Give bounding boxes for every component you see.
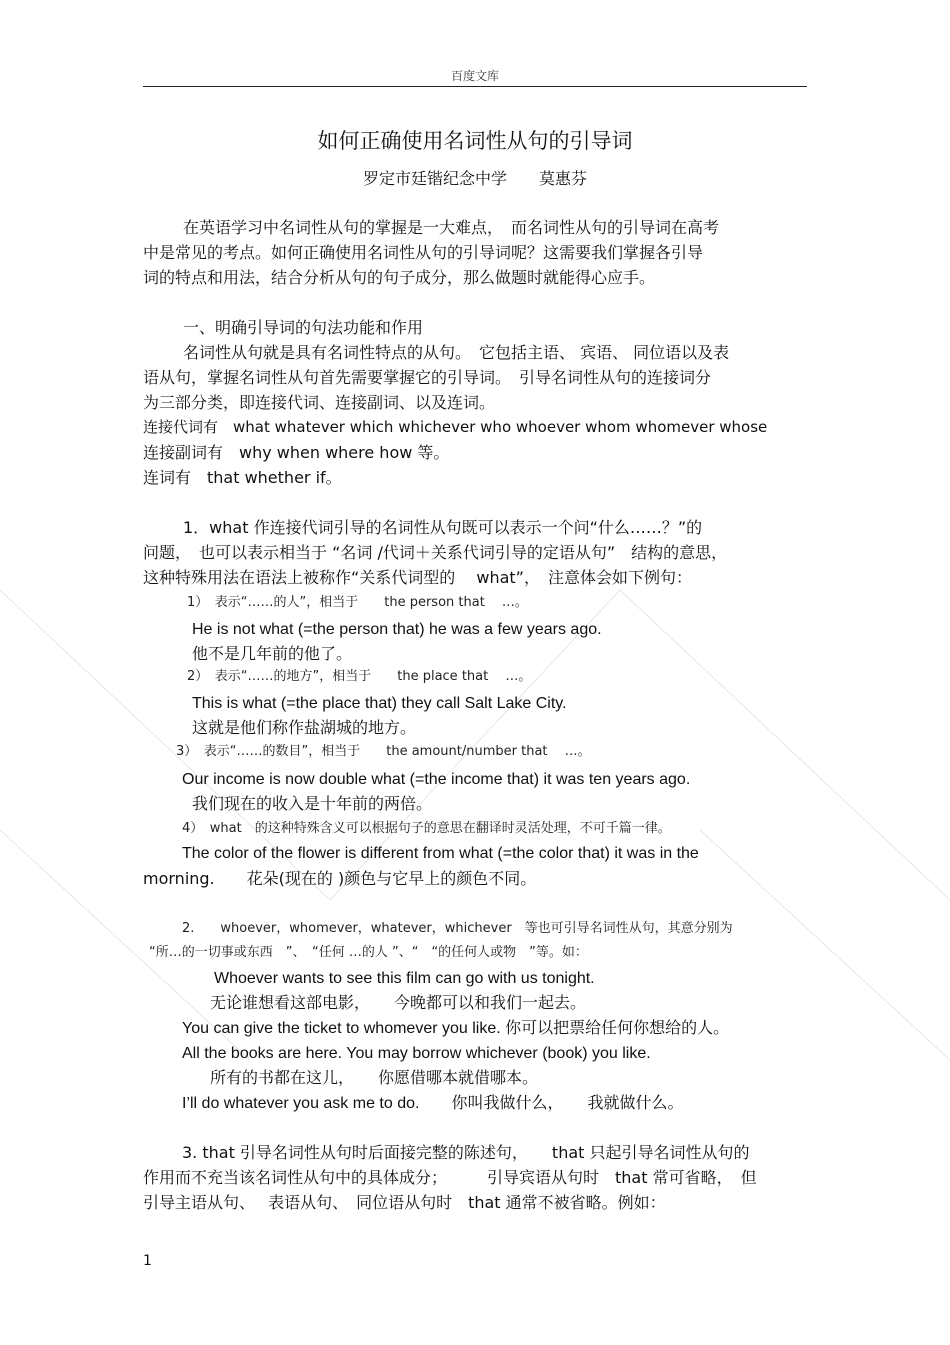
header-rule (143, 86, 807, 87)
page-header: 百度文库 (450, 69, 499, 83)
body-line: 作用而不充当该名词性从句中的具体成分； 引导宾语从句时 that 常可省略， 但 (143, 1168, 757, 1187)
example-sentence: This is what (=the place that) they call Salt Lake City. (192, 695, 567, 712)
example-translation: 他不是几年前的他了。 (192, 644, 353, 663)
body-line: 名词性从句就是具有名词性特点的从句。 它包括主语、 宾语、 同位语以及表 (183, 343, 730, 362)
example-translation: 这就是他们称作盐湖城的地方。 (192, 718, 417, 737)
body-line: 3. that 引导名词性从句时后面接完整的陈述句， that 只起引导名词性从句的 (182, 1143, 750, 1162)
numbered-item-cont: “所…的一切事或东西 ”、 “任何 …的人 ”、“ “的任何人或物 ”等。如： (149, 945, 588, 960)
body-line: 连词有 that whether if。 (143, 468, 342, 487)
sub-item: 2） 表示“……的地方”，相当于 the place that …。 (187, 669, 532, 684)
numbered-item: 2. whoever，whomever，whatever，whichever 等也可引导名词性从句，其意分别为 (182, 921, 733, 936)
body-line: 为三部分类，即连接代词、连接副词、以及连词。 (143, 393, 496, 412)
body-line: 语从句，掌握名词性从句首先需要掌握它的引导词。 引导名词性从句的连接词分 (143, 368, 712, 387)
body-line: 在英语学习中名词性从句的掌握是一大难点， 而名词性从句的引导词在高考 (183, 218, 720, 237)
example-sentence: I’ll do whatever you ask me to do. 你叫我做什么， 我就做什么。 (182, 1095, 684, 1112)
example-sentence: You can give the ticket to whomever you like. 你可以把票给任何你想给的人。 (182, 1020, 730, 1037)
example-translation: 我们现在的收入是十年前的两倍。 (192, 794, 433, 813)
example-translation: 所有的书都在这儿， 你愿借哪本就借哪本。 (210, 1068, 539, 1087)
example-sentence: The color of the flower is different from what (=the color that) it was in the (182, 845, 699, 862)
document-title: 如何正确使用名词性从句的引导词 (317, 129, 633, 153)
body-line: 连接代词有 what whatever which whichever who whoever whom whomever whose (143, 418, 768, 436)
body-line: 词的特点和用法，结合分析从句的句子成分，那么做题时就能得心应手。 (143, 268, 656, 287)
body-line: 中是常见的考点。如何正确使用名词性从句的引导词呢？这需要我们掌握各引导 (143, 243, 704, 262)
document-author: 罗定市廷锴纪念中学 莫惠芬 (362, 169, 587, 188)
body-line: 连接副词有 why when where how 等。 (143, 443, 450, 462)
example-sentence: He is not what (=the person that) he was a few years ago. (192, 621, 602, 638)
body-line: 问题， 也可以表示相当于 “名词 /代词＋关系代词引导的定语从句” 结构的意思， (143, 543, 728, 562)
example-translation: morning. 花朵(现在的 )颜色与它早上的颜色不同。 (143, 869, 537, 888)
example-sentence: Our income is now double what (=the income that) it was ten years ago. (182, 771, 691, 788)
example-translation: 无论谁想看这部电影， 今晚都可以和我们一起去。 (210, 993, 587, 1012)
example-sentence: Whoever wants to see this film can go with us tonight. (214, 970, 595, 987)
body-line: 这种特殊用法在语法上被称作“关系代词型的 what”， 注意体会如下例句： (143, 568, 692, 587)
example-sentence: All the books are here. You may borrow whichever (book) you like. (182, 1045, 651, 1062)
sub-item: 3） 表示“……的数目”，相当于 the amount/number that …。 (176, 744, 591, 759)
sub-item: 4） what 的这种特殊含义可以根据句子的意思在翻译时灵活处理，不可千篇一律。 (182, 821, 671, 836)
page-number: 1 (143, 1253, 152, 1269)
section-heading: 一、明确引导词的句法功能和作用 (183, 318, 424, 337)
body-line: 1．what 作连接代词引导的名词性从句既可以表示一个问“什么……？”的 (183, 518, 703, 537)
body-line: 引导主语从句、 表语从句、 同位语从句时 that 通常不被省略。例如： (143, 1193, 666, 1212)
sub-item: 1） 表示“……的人”，相当于 the person that …。 (187, 595, 528, 610)
